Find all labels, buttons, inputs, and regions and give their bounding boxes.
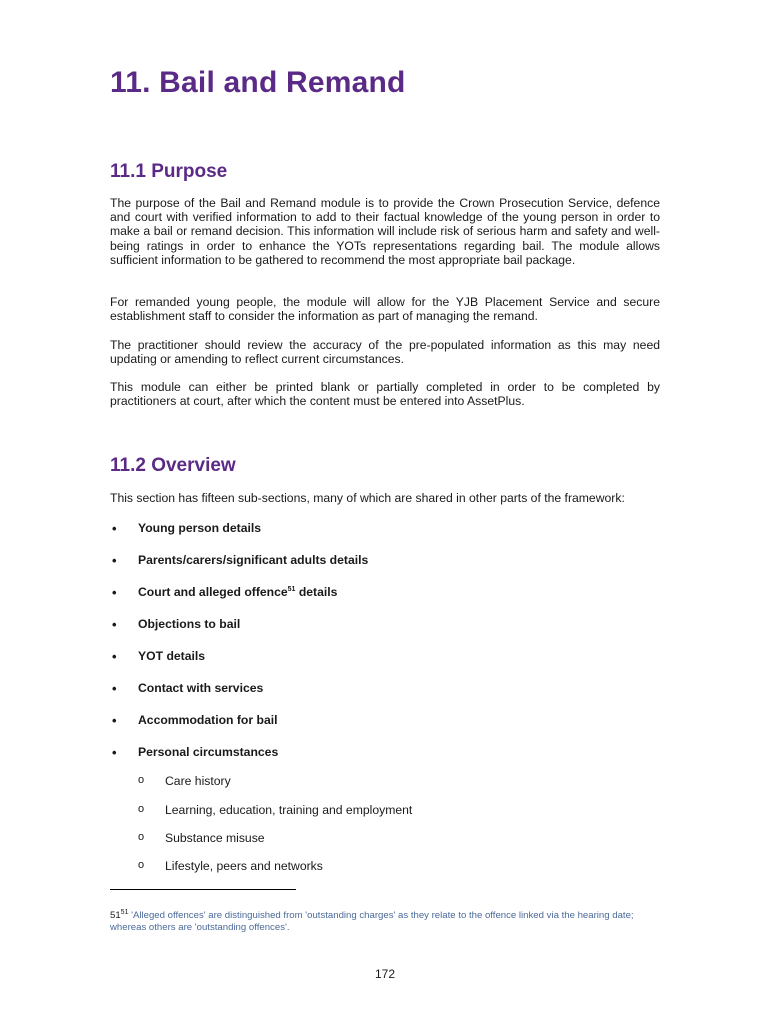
list-item-suffix: details [295,585,338,599]
purpose-paragraph-2: For remanded young people, the module will allow for the YJB Placement Service and secure establishment staff to consider the information as part of managing the remand. [110,295,660,324]
bullet-icon: • [112,617,117,632]
footnote-reference[interactable]: 51 [287,585,296,593]
footnote [110,910,670,934]
purpose-paragraph-4: This module can either be printed blank or partially completed in order to be completed by practitioners at court, after which the content must be entered into AssetPlus. [110,380,660,409]
bullet-icon: • [112,585,117,600]
bullet-icon: • [112,713,117,728]
footnote-number: 51 [110,910,121,921]
sub-bullet-icon: o [138,859,145,871]
bullet-icon: • [112,521,117,536]
page-number: 172 [374,967,396,981]
list-item-text: Court and alleged offence [138,585,288,599]
footnote-text: 'Alleged offences' are distinguished from 'outstanding charges' as they relate to the offence linked via the hearing date; whereas others are 'outstanding offences'. [110,910,634,933]
list-item-label: Contact with services [138,681,264,695]
overview-intro: This section has fifteen sub-sections, many of which are shared in other parts of the framework: [110,491,625,505]
sub-list-item-label: Substance misuse [165,831,265,845]
purpose-paragraph-3: The practitioner should review the accuracy of the pre-populated information as this may need updating or amending to reflect current circumstances. [110,338,660,367]
list-item-label: Personal circumstances [138,745,279,759]
section-heading-overview: 11.2 Overview [110,455,236,476]
purpose-paragraph-1: The purpose of the Bail and Remand module is to provide the Crown Prosecution Service, defence and court with verified information to add to their factual knowledge of the young person in order to make a bail or remand decision. This information will include risk of serious harm and safety and well-being ratings in order to enhance the YOTs representations regarding bail. The module allows sufficient information to be gathered to recommend the most appropriate bail package. [110,196,660,267]
chapter-title: 11. Bail and Remand [110,66,406,99]
list-item-label: Accommodation for bail [138,713,278,727]
list-item-label: YOT details [138,649,206,663]
list-item-label: Young person details [138,521,262,535]
bullet-icon: • [112,553,117,568]
footnote-divider [110,889,296,890]
bullet-icon: • [112,745,117,760]
sub-bullet-icon: o [138,831,145,843]
sub-bullet-icon: o [138,803,145,815]
list-item-label: Objections to bail [138,617,241,631]
footnote-marker: 51 [120,908,129,916]
bullet-icon: • [112,681,117,696]
sub-bullet-icon: o [138,774,145,786]
list-item-label [138,585,337,599]
bullet-icon: • [112,649,117,664]
sub-list-item-label: Lifestyle, peers and networks [165,859,323,873]
section-heading-purpose: 11.1 Purpose [110,161,228,182]
sub-list-item-label: Care history [165,774,231,788]
sub-list-item-label: Learning, education, training and employment [165,803,413,817]
list-item-label: Parents/carers/significant adults details [138,553,369,567]
